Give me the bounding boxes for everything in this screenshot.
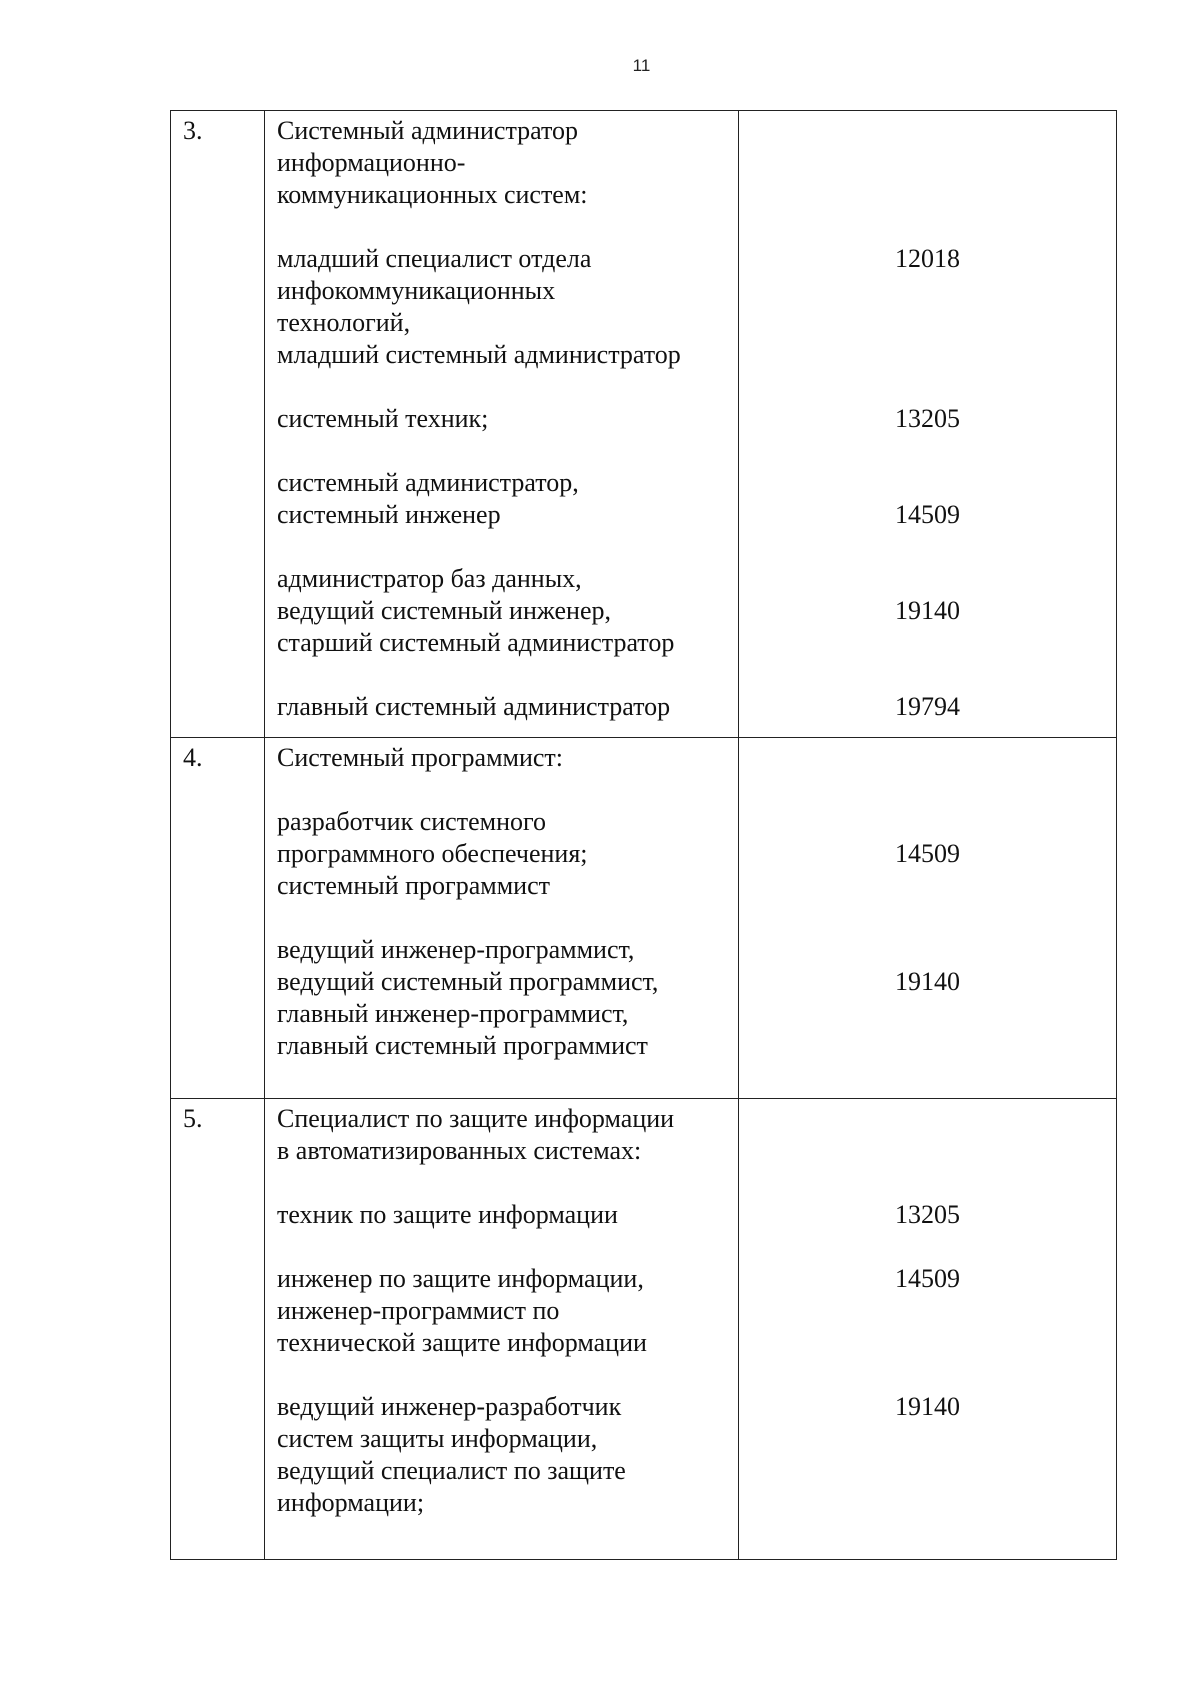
group-title-line: Специалист по защите информации xyxy=(277,1104,675,1133)
blank-line xyxy=(739,998,1116,1030)
blank-line xyxy=(739,1295,1116,1327)
position-title-line: информации; xyxy=(277,1488,425,1517)
position-title-line: системный техник; xyxy=(277,404,489,433)
table-body xyxy=(171,111,1117,1560)
blank-line xyxy=(739,275,1116,307)
position-code: 14509 xyxy=(895,1264,960,1293)
positions-table xyxy=(170,110,1117,1560)
blank-line xyxy=(277,659,732,691)
blank-line xyxy=(739,1423,1116,1455)
blank-line xyxy=(277,211,732,243)
blank-line xyxy=(739,1487,1116,1519)
group-title-line: Системный программист: xyxy=(277,743,564,772)
position-title-line: техник по защите информации xyxy=(277,1200,618,1229)
blank-line xyxy=(739,870,1116,902)
blank-line xyxy=(739,115,1116,147)
blank-line xyxy=(277,1359,732,1391)
group-title-line: Системный администратор xyxy=(277,116,579,145)
position-title-line: системный администратор, xyxy=(277,468,579,497)
position-names-cell xyxy=(265,111,739,738)
position-code: 19140 xyxy=(895,967,960,996)
blank-line xyxy=(739,339,1116,371)
blank-line xyxy=(739,902,1116,934)
position-title-line: главный системный администратор xyxy=(277,692,671,721)
row-number: 5. xyxy=(183,1104,203,1133)
position-title-line: разработчик системного xyxy=(277,807,547,836)
position-codes-cell xyxy=(739,111,1117,738)
blank-line xyxy=(277,774,732,806)
position-names-cell xyxy=(265,1099,739,1560)
group-title-line: информационно- xyxy=(277,148,466,177)
position-code: 12018 xyxy=(895,244,960,273)
blank-line xyxy=(277,531,732,563)
table-row xyxy=(171,1099,1117,1560)
row-number-cell xyxy=(171,1099,265,1560)
position-names-cell xyxy=(265,738,739,1099)
position-title-line: младший специалист отдела xyxy=(277,244,592,273)
blank-line xyxy=(739,774,1116,806)
page-number: 11 xyxy=(632,56,651,75)
position-code: 19140 xyxy=(895,1392,960,1421)
group-title-line: в автоматизированных системах: xyxy=(277,1136,642,1165)
blank-line xyxy=(739,435,1116,467)
position-title-line: программного обеспечения; xyxy=(277,839,588,868)
blank-line xyxy=(277,435,732,467)
blank-line xyxy=(277,902,732,934)
blank-line xyxy=(739,531,1116,563)
blank-line xyxy=(739,1030,1116,1062)
position-title-line: младший системный администратор xyxy=(277,340,681,369)
blank-line xyxy=(739,934,1116,966)
position-title-line: администратор баз данных, xyxy=(277,564,582,593)
blank-line xyxy=(277,371,732,403)
blank-line xyxy=(739,179,1116,211)
table-row xyxy=(171,111,1117,738)
position-title-line: инфокоммуникационных xyxy=(277,276,556,305)
blank-line xyxy=(739,563,1116,595)
blank-line xyxy=(739,1135,1116,1167)
blank-line xyxy=(739,1359,1116,1391)
blank-line xyxy=(277,1231,732,1263)
position-title-line: технологий, xyxy=(277,308,411,337)
position-title-line: систем защиты информации, xyxy=(277,1424,598,1453)
blank-line xyxy=(739,371,1116,403)
blank-line xyxy=(739,307,1116,339)
blank-line xyxy=(739,742,1116,774)
position-title-line: ведущий инженер-разработчик xyxy=(277,1392,622,1421)
position-codes-cell xyxy=(739,738,1117,1099)
position-title-line: главный инженер-программист, xyxy=(277,999,629,1028)
position-code: 19794 xyxy=(895,692,960,721)
group-title-line: коммуникационных систем: xyxy=(277,180,588,209)
position-title-line: инженер по защите информации, xyxy=(277,1264,644,1293)
blank-line xyxy=(739,467,1116,499)
position-title-line: ведущий системный инженер, xyxy=(277,596,611,625)
position-codes-cell xyxy=(739,1099,1117,1560)
position-code: 14509 xyxy=(895,839,960,868)
blank-line xyxy=(739,1455,1116,1487)
position-title-line: старший системный администратор xyxy=(277,628,675,657)
row-number-cell xyxy=(171,111,265,738)
blank-line xyxy=(739,147,1116,179)
blank-line xyxy=(277,1167,732,1199)
position-code: 19140 xyxy=(895,596,960,625)
row-number-cell xyxy=(171,738,265,1099)
position-title-line: технической защите информации xyxy=(277,1328,647,1357)
row-number: 4. xyxy=(183,743,203,772)
blank-line xyxy=(739,1327,1116,1359)
table-row xyxy=(171,738,1117,1099)
position-code: 13205 xyxy=(895,1200,960,1229)
position-title-line: системный инженер xyxy=(277,500,501,529)
blank-line xyxy=(739,1231,1116,1263)
position-code: 13205 xyxy=(895,404,960,433)
blank-line xyxy=(739,806,1116,838)
position-title-line: системный программист xyxy=(277,871,550,900)
blank-line xyxy=(739,1167,1116,1199)
position-title-line: ведущий специалист по защите xyxy=(277,1456,626,1485)
position-title-line: главный системный программист xyxy=(277,1031,648,1060)
blank-line xyxy=(739,659,1116,691)
position-code: 14509 xyxy=(895,500,960,529)
blank-line xyxy=(739,1103,1116,1135)
blank-line xyxy=(739,211,1116,243)
blank-line xyxy=(739,627,1116,659)
position-title-line: инженер-программист по xyxy=(277,1296,560,1325)
position-title-line: ведущий системный программист, xyxy=(277,967,659,996)
row-number: 3. xyxy=(183,116,203,145)
position-title-line: ведущий инженер-программист, xyxy=(277,935,635,964)
